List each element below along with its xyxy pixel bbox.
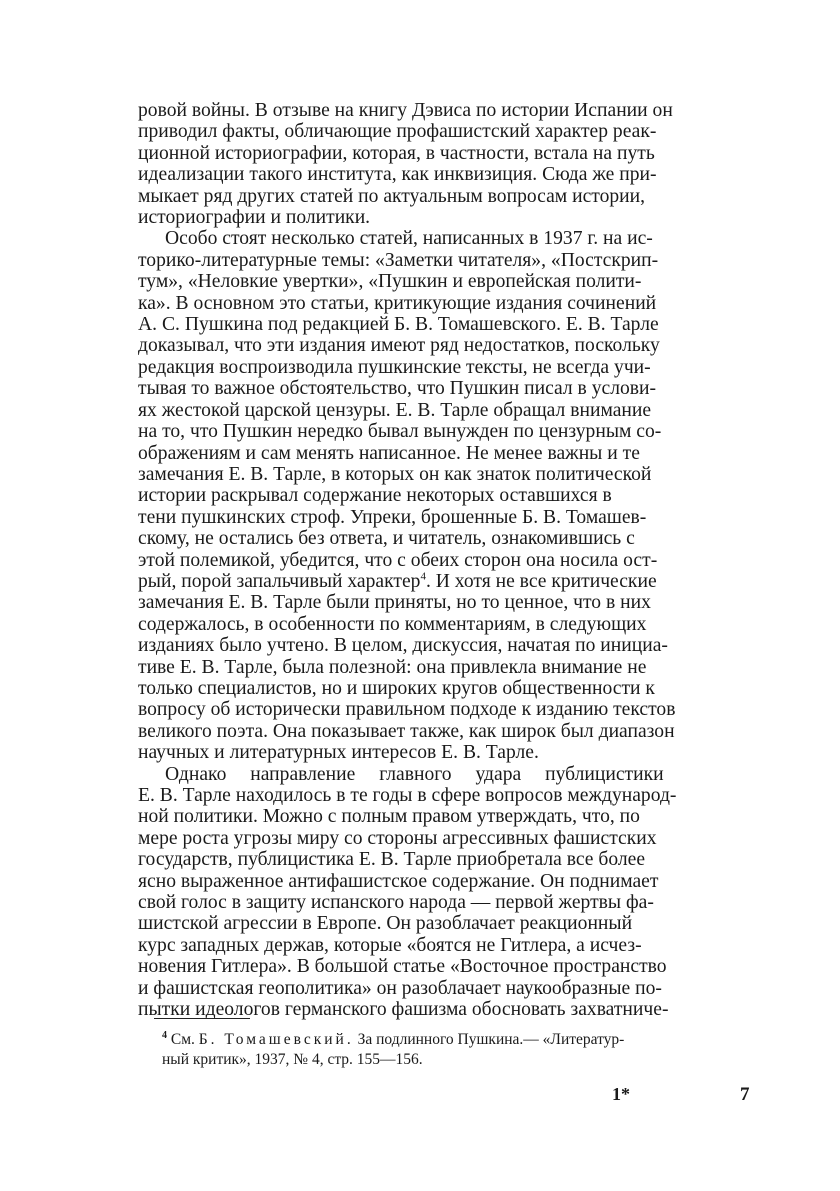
paragraph-1 — [138, 100, 750, 228]
text-line: торико-литературные темы: «Заметки читателя», «Постскрип- — [138, 249, 659, 271]
text-line: тывая то важное обстоятельство, что Пушкин писал в услови- — [138, 378, 657, 400]
text-line: А. С. Пушкина под редакцией Б. В. Томашевского. Е. В. Тарле — [138, 314, 659, 336]
text-line: скому, не остались без ответа, и читатель, ознакомившись с — [138, 528, 635, 550]
footnote — [162, 1030, 752, 1070]
footnote-prefix: См. — [170, 1031, 195, 1048]
text-line: вопросу об исторически правильном подходе к изданию текстов — [138, 699, 676, 721]
text-line: шистской агрессии в Европе. Он разоблачает реакционный — [138, 913, 633, 935]
text-line: тени пушкинских строф. Упреки, брошенные Б. В. Томашев- — [138, 506, 647, 528]
text-line: ровой войны. В отзыве на книгу Дэвиса по истории Испании он — [138, 100, 673, 121]
footnote-title: За подлинного Пушкина.— «Литератур- — [357, 1031, 625, 1048]
text-line: мере роста угрозы миру со стороны агрессивных фашистских — [138, 827, 657, 849]
text-segment: рый, порой запальчивый характер — [138, 570, 421, 592]
paragraph-2 — [138, 228, 750, 763]
body-text — [138, 100, 750, 1020]
text-line: изданиях было учтено. В целом, дискуссия, начатая по инициа- — [138, 635, 668, 657]
text-line: ясно выраженное антифашистское содержание. Он поднимает — [138, 870, 659, 892]
text-line: Особо стоят несколько статей, написанных в 1937 г. на ис- — [165, 228, 653, 250]
page-number: 7 — [740, 1084, 750, 1105]
text-line: доказывал, что эти издания имеют ряд недостатков, поскольку — [138, 335, 660, 357]
text-line: истории раскрывал содержание некоторых оставшихся в — [138, 485, 612, 507]
text-line: содержалось, в особенности по комментариям, в следующих — [138, 613, 647, 635]
text-line: ционной историографии, которая, в частности, встала на путь — [138, 142, 655, 164]
text-line: тум», «Неловкие увертки», «Пушкин и европейская полити- — [138, 271, 642, 293]
text-line: только специалистов, но и широких кругов общественности к — [138, 677, 655, 699]
text-line: новения Гитлера». В большой статье «Восточное пространство — [138, 956, 667, 978]
text-line: пытки идеологов германского фашизма обосновать захватниче- — [138, 999, 669, 1021]
text-line: этой полемикой, убедится, что с обеих сторон она носила ост- — [138, 549, 658, 571]
text-line: замечания Е. В. Тарле были приняты, но то ценное, что в них — [138, 592, 651, 614]
text-line: ной политики. Можно с полным правом утверждать, что, по — [138, 806, 640, 828]
text-line: ях жестокой царской цензуры. Е. В. Тарле обращал внимание — [138, 399, 652, 421]
text-line: ка». В основном это статьи, критикующие издания сочинений — [138, 292, 657, 314]
text-line: курс западных держав, которые «боятся не Гитлера, а исчез- — [138, 934, 642, 956]
paragraph-3 — [138, 764, 750, 1021]
text-line: ображениям и сам менять написанное. Не менее важны и те — [138, 442, 640, 464]
footnote-divider — [154, 1018, 250, 1019]
text-line-with-footnote — [138, 571, 750, 592]
text-line: государств, публицистика Е. В. Тарле приобретала все более — [138, 849, 646, 871]
text-line: историографии и политики. — [138, 207, 371, 229]
footnote-line: ный критик», 1937, № 4, стр. 155—156. — [162, 1051, 423, 1068]
text-line: идеализации такого института, как инквизиция. Сюда же при- — [138, 164, 657, 186]
text-line: свой голос в защиту испанского народа — первой жертвы фа- — [138, 892, 654, 914]
text-line: замечания Е. В. Тарле, в которых он как знаток политической — [138, 463, 652, 485]
footnote-line — [162, 1030, 752, 1050]
text-line: научных и литературных интересов Е. В. Тарле. — [138, 742, 539, 764]
text-line: приводил факты, обличающие профашистский характер реак- — [138, 121, 657, 143]
signature-mark: 1* — [612, 1084, 630, 1104]
text-line: редакция воспроизводила пушкинские тексты, не всегда учи- — [138, 356, 651, 378]
footnote-number: 4 — [162, 1029, 167, 1041]
footnote-author: Б. Томашевский. — [198, 1031, 354, 1048]
text-line: и фашистская геополитика» он разоблачает наукообразные по- — [138, 977, 662, 999]
text-segment: . И хотя не все критические — [425, 570, 657, 592]
text-line: мыкает ряд других статей по актуальным вопросам истории, — [138, 185, 646, 207]
text-line: Однако направление главного удара публицистики — [165, 763, 664, 785]
text-line: великого поэта. Она показывает также, как широк был диапазон — [138, 720, 675, 742]
footnote-reference[interactable]: 4 — [420, 570, 426, 583]
text-line: тиве Е. В. Тарле, была полезной: она привлекла внимание не — [138, 656, 647, 678]
text-line: на то, что Пушкин нередко бывал вынужден по цензурным со- — [138, 421, 662, 443]
text-line: Е. В. Тарле находилось в те годы в сфере вопросов международ- — [138, 785, 677, 806]
